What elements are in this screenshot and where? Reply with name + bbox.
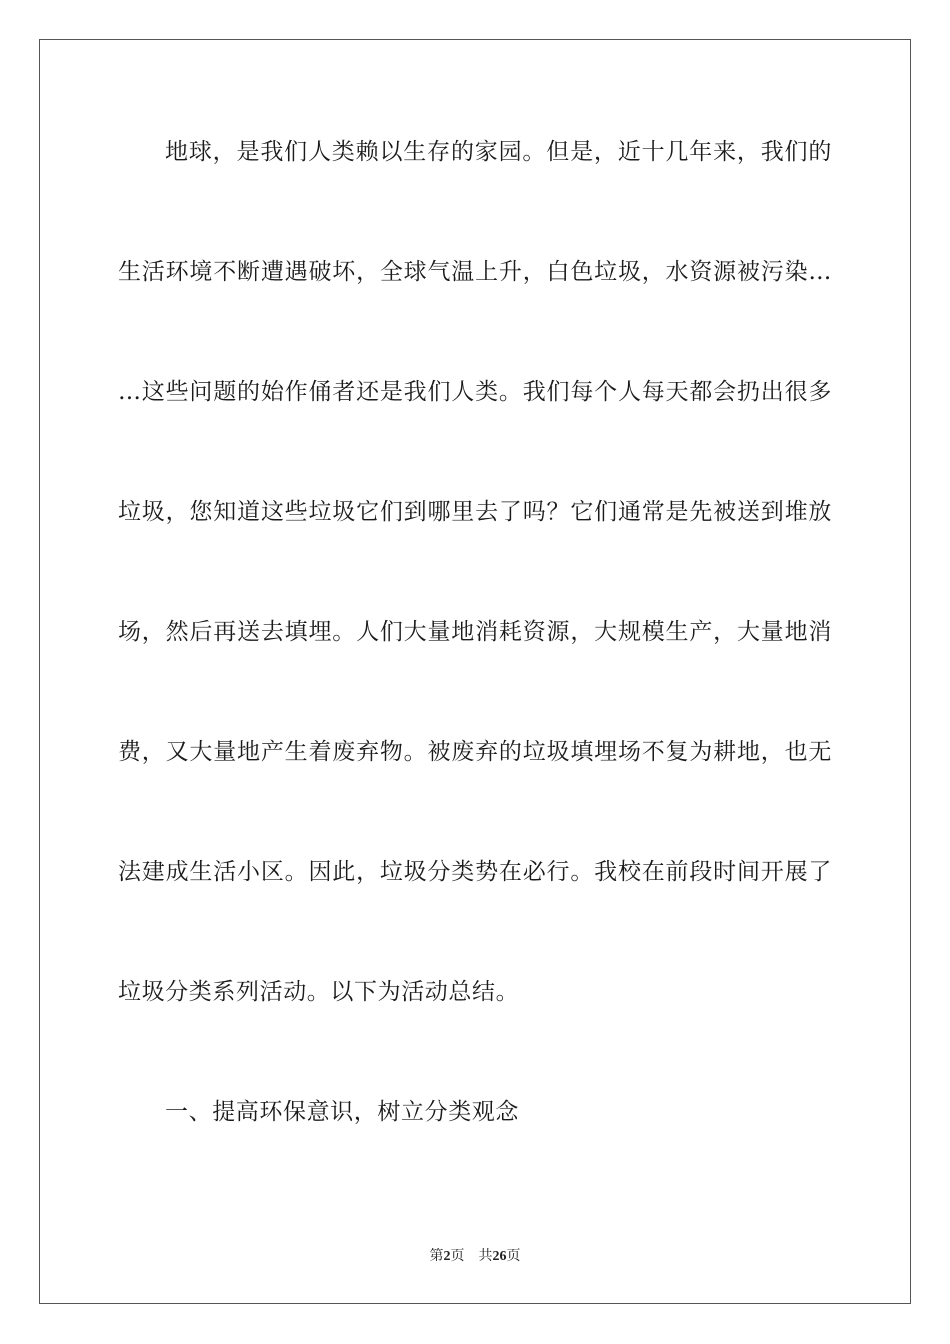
footer-page-suffix: 页 [450, 1248, 465, 1264]
paragraph-line: 费，又大量地产生着废弃物。被废弃的垃圾填埋场不复为耕地，也无 [118, 739, 832, 765]
footer-total-pages: 26 [492, 1249, 507, 1264]
paragraph-line: …这些问题的始作俑者还是我们人类。我们每个人每天都会扔出很多 [118, 379, 832, 405]
paragraph-line: 生活环境不断遭遇破坏，全球气温上升，白色垃圾，水资源被污染… [118, 259, 832, 285]
footer-page-prefix: 第 [429, 1248, 444, 1264]
footer-page-number: 2 [443, 1249, 451, 1264]
paragraph-line: 地球，是我们人类赖以生存的家园。但是，近十几年来，我们的 [165, 139, 832, 165]
paragraph-line: 垃圾，您知道这些垃圾它们到哪里去了吗？它们通常是先被送到堆放 [118, 499, 832, 525]
page-footer [0, 1247, 950, 1266]
section-heading: 一、提高环保意识，树立分类观念 [165, 1099, 519, 1125]
footer-total-prefix: 共 [478, 1248, 493, 1264]
paragraph-line: 垃圾分类系列活动。以下为活动总结。 [118, 979, 520, 1005]
paragraph-line: 法建成生活小区。因此，垃圾分类势在必行。我校在前段时间开展了 [118, 859, 832, 885]
paragraph-line: 场，然后再送去填埋。人们大量地消耗资源，大规模生产，大量地消 [118, 619, 832, 645]
footer-total-suffix: 页 [506, 1248, 521, 1264]
